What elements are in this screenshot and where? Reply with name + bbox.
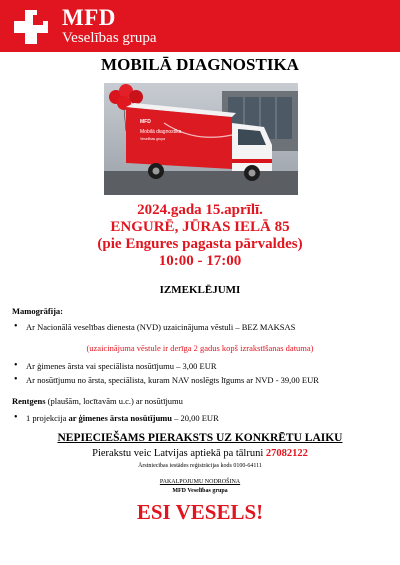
mammography-note: (uzaicinājuma vēstule ir derīga 2 gadus kopš izrakstīšanas datuma)	[86, 343, 314, 353]
exams-title: IZMEKLĒJUMI	[159, 284, 241, 296]
xray-item	[26, 413, 219, 423]
medical-cross-logo-icon	[14, 10, 48, 44]
mammography-item-gp: • Ar ģimenes ārsta vai speciālista nosūtījumu – 3,00 EUR	[26, 361, 217, 371]
event-time: 10:00 - 17:00	[158, 253, 242, 269]
event-date: 2024.gada 15.aprīlī.	[137, 202, 263, 218]
provider-name: MFD Veselības grupa	[172, 488, 228, 494]
brand-subtitle: Veselības grupa	[62, 30, 157, 46]
event-details	[0, 202, 400, 270]
event-place-note: (pie Engures pagasta pārvaldes)	[97, 236, 303, 252]
page-title: MOBILĀ DIAGNOSTIKA	[101, 55, 299, 74]
xray-label-bold: Rentgens	[12, 396, 46, 406]
truck-slogan-text: Mobilā diagnostika	[140, 129, 182, 135]
provider-label: PAKALPOJUMU NODROŠINA	[159, 479, 241, 485]
mammography-label: Mamogrāfija:	[12, 306, 63, 316]
booking-text: Pierakstu veic Latvijas aptiekā pa tālruni	[92, 448, 266, 459]
mammography-item-private: • Ar nosūtījumu no ārsta, speciālista, kuram NAV noslēgts līgums ar NVD - 39,00 EUR	[26, 375, 319, 385]
mammography-item-nvd: • Ar Nacionālā veselības dienesta (NVD) uzaicinājuma vēstuli – BEZ MAKSAS	[26, 322, 295, 332]
header-banner	[0, 0, 400, 52]
booking-headline: NEPIECIEŠAMS PIERAKSTS UZ KONKRĒTU LAIKU	[57, 432, 343, 444]
truck-subbrand-text: Veselības grupa	[140, 137, 166, 141]
booking-phone: 27082122	[265, 448, 308, 459]
event-place: ENGURĒ, JŪRAS IELĀ 85	[110, 219, 290, 235]
xray-item-bold: ar ģimenes ārsta nosūtījumu	[68, 413, 172, 423]
booking-info	[0, 448, 400, 459]
truck-brand-text: MFD	[140, 119, 151, 125]
xray-label	[12, 396, 183, 406]
xray-item-pre: 1 projekcija	[26, 413, 69, 423]
slogan: ESI VESELS!	[136, 500, 264, 524]
xray-label-rest: (plaušām, locītavām u.c.) ar nosūtījumu	[45, 396, 183, 406]
mobile-diagnostics-truck-photo	[104, 83, 298, 195]
brand-name: MFD	[62, 5, 116, 30]
registration-code: Ārstniecības iestādes reģistrācijas kods 0100-64111	[138, 463, 262, 469]
xray-item-price: – 20,00 EUR	[171, 413, 219, 423]
